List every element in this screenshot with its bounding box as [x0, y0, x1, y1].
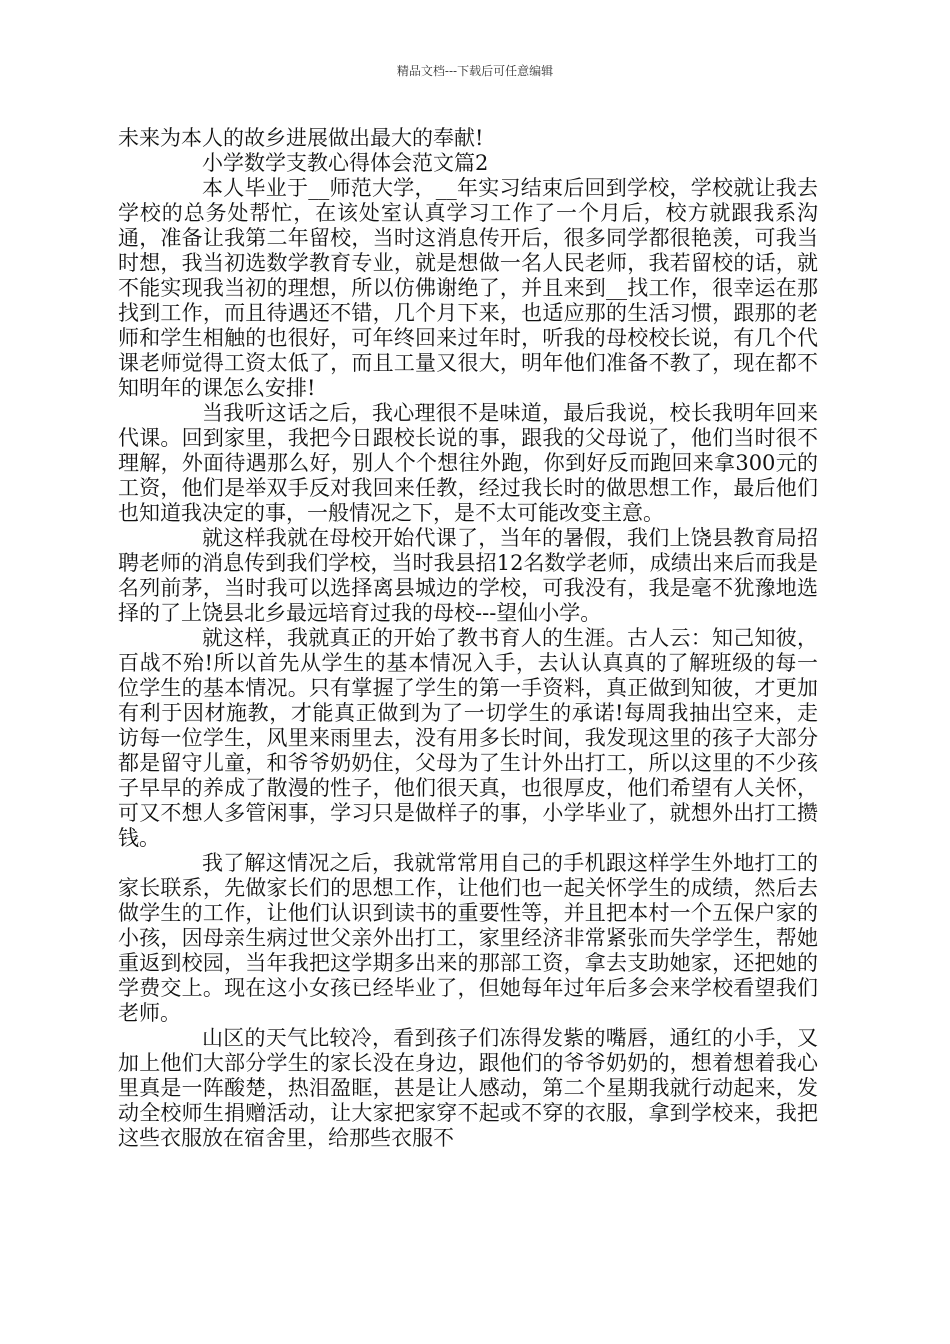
paragraph: 我了解这情况之后，我就常常用自己的手机跟这样学生外地打工的家长联系，先做家长们的思想工作，让他们也一起关怀学生的成绩，然后去做学生的工作，让他们认识到读书的重要性等，并且把本村一个五保户家的小孩，因母亲生病过世父亲外出打工，家里经济非常紧张而失学学生，帮她重返到校园，当年我把这学期多出来的那部工资，拿去支助她家，还把她的学费交上。现在这小女孩已经毕业了，但她每年过年后多会来学校看望我们老师。 — [118, 851, 818, 1025]
page-header: 精品文档---下载后可任意编辑 — [396, 64, 554, 78]
paragraph: 当我听这话之后，我心理很不是味道，最后我说，校长我明年回来代课。回到家里，我把今日跟校长说的事，跟我的父母说了，他们当时很不理解，外面待遇那么好，别人个个想往外跑，你到好反而跑回来拿300元的工资，他们是举双手反对我回来任教，经过我长时的做思想工作，最后他们也知道我决定的事，一般情况之下，是不太可能改变主意。 — [118, 401, 818, 525]
paragraph: 就这样我就在母校开始代课了，当年的暑假，我们上饶县教育局招聘老师的消息传到我们学校，当时我县招12名数学老师，成绩出来后而我是名列前茅，当时我可以选择离县城边的学校，可我没有，我是毫不犹豫地选择的了上饶县北乡最远培育过我的母校---望仙小学。 — [118, 526, 818, 625]
paragraph: 就这样，我就真正的开始了教书育人的生涯。古人云：知己知彼，百战不殆!所以首先从学生的基本情况入手，去认认真真的了解班级的每一位学生的基本情况。只有掌握了学生的第一手资料，真正做到知彼，才更加有利于因材施教，才能真正做到为了一切学生的承诺!每周我抽出空来，走访每一位学生，风里来雨里去，没有用多长时间，我发现这里的孩子大部分都是留守儿童，和爷爷奶奶住，父母为了生计外出打工，所以这里的不少孩子早早的养成了散漫的性子，他们很天真，也很厚皮，他们希望有人关怀，可又不想人多管闲事，学习只是做样子的事，小学毕业了，就想外出打工攒钱。 — [118, 626, 818, 850]
section-title: 小学数学支教心得体会范文篇2 — [202, 151, 489, 175]
paragraph: 本人毕业于__师范大学，__年实习结束后回到学校，学校就让我去学校的总务处帮忙，在该处室认真学习工作了一个月后，校方就跟我系沟通，准备让我第二年留校，当时这消息传开后，很多同学都很艳羡，可我当时想，我当初选数学教育专业，就是想做一名人民老师，我若留校的话，就不能实现我当初的理想，所以仿佛谢绝了，并且来到__找工作，很幸运在那找到工作，而且待遇还不错，几个月下来，也适应那的生活习惯，跟那的老师和学生相触的也很好，可年终回来过年时，听我的母校校长说，有几个代课老师觉得工资太低了，而且工量又很大，明年他们准备不教了，现在都不知明年的课怎么安排! — [118, 176, 818, 400]
paragraph: 山区的天气比较冷，看到孩子们冻得发紫的嘴唇，通红的小手，又加上他们大部分学生的家长没在身边，跟他们的爷爷奶奶的，想着想着我心里真是一阵酸楚，热泪盈眶，甚是让人感动，第二个星期我就行动起来，发动全校师生捐赠活动，让大家把家穿不起或不穿的衣服，拿到学校来，我把这些衣服放在宿舍里，给那些衣服不 — [118, 1026, 818, 1150]
document-body — [118, 126, 818, 1151]
paragraph-continuation: 未来为本人的故乡进展做出最大的奉献! — [118, 126, 484, 150]
